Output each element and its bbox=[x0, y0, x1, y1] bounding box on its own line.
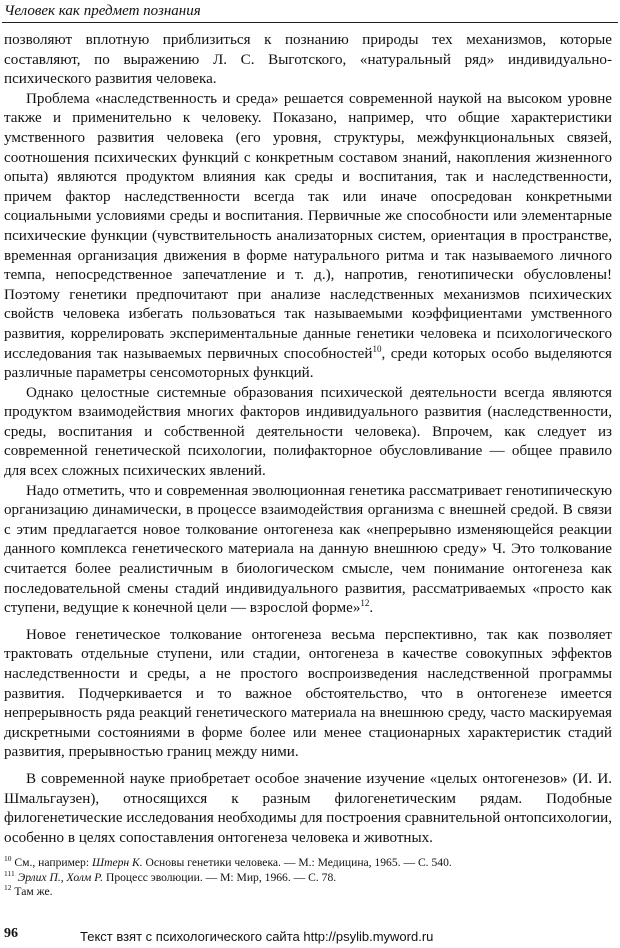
footnote-mark: 10 bbox=[4, 854, 12, 864]
paragraph bbox=[4, 90, 612, 384]
footnote-text: Процесс эволюции. — М: Мир, 1966. — С. 78. bbox=[103, 870, 337, 884]
footnote-mark: 12 bbox=[4, 883, 12, 893]
body-text bbox=[4, 31, 612, 848]
running-head: Человек как предмет познания bbox=[4, 3, 201, 19]
page-number: 96 bbox=[4, 926, 18, 941]
header-rule bbox=[2, 22, 618, 23]
paragraph-text: Новое генетическое толкование онтогенеза весьма перспективно, так как позволяет трактовать отдельные ступени, или стадии, онтогенеза в качестве совокупных эффектов наследственности и среды, а не простого воспроизведения наследственной программы развития. Подчеркивается и то важное обстоятельство, что в онтогенезе имеется непрерывность ряда реакций генетического материала на внешнюю среду, часто маскируемая дискретными состояниями в форме более или менее стационарных характеристик стадий развития, прерывностью границ между ними. bbox=[4, 626, 612, 761]
footnote bbox=[4, 856, 604, 871]
paragraph-text: Надо отметить, что и современная эволюционная генетика рассматривает генотипическую организацию динамически, в процессе взаимодействия организма с внешней средой. В связи с этим предлагается новое толкование онтогенеза как «непрерывно изменяющейся реакции данного комплекса генетического материала на данную внешнюю среду» Ч. Это толкование считается более реалистичным в биологическом смысле, чем понимание онтогенеза как последовательной смены стадий индивидуального развития, рассматриваемых «просто как ступени, ведущие к конечной цели — взрослой форме» bbox=[4, 482, 612, 617]
paragraph bbox=[4, 384, 612, 482]
paragraph-text: позволяют вплотную приблизиться к познанию природы тех механизмов, которые составляют, по выражению Л. С. Выготского, «натуральный ряд» индивидуально-психического развития человека. bbox=[4, 32, 612, 88]
footnote-author: Эрлих П., Холм Р. bbox=[17, 870, 104, 884]
source-line: Текст взят с психологического сайта http://psylib.myword.ru bbox=[80, 929, 434, 944]
paragraph bbox=[4, 626, 612, 763]
paragraph-text: Однако целостные системные образования психической деятельности всегда являются продуктом взаимодействия многих факторов индивидуального развития (наследственности, среды, воспитания и собственной деятельности человека). Впрочем, как следует из современной генетической психологии, полифакторное обусловливание — общее правило для всех сложных психических явлений. bbox=[4, 384, 612, 480]
footnote-text: См., например: bbox=[14, 856, 92, 869]
paragraph bbox=[4, 31, 612, 90]
footnote-mark: 111 bbox=[4, 868, 15, 878]
paragraph-text: В современной науке приобретает особое значение изучение «целых онтогенезов» (И. И. Шмальгаузен), относящихся к разным филогенетическим рядам. Подобные филогенетические исследования необходимы для построения сравнительной онтопсихологии, особенно в целях сопоставления онтогенеза человека и животных. bbox=[4, 770, 612, 846]
footnote-ref: 10 bbox=[372, 343, 382, 354]
footnote-text: Там же. bbox=[14, 885, 53, 898]
paragraph-text: . bbox=[369, 600, 374, 617]
footnote-ref: 12 bbox=[360, 598, 370, 609]
paragraph bbox=[4, 482, 612, 619]
footnote bbox=[4, 885, 604, 900]
footnote-author: Штерн К. bbox=[91, 856, 143, 869]
paragraph-text: Проблема «наследственность и среда» решается современной наукой на высоком уровне также и применительно к человеку. Показано, например, что общие характеристики умственного развития человека (его уровня, структуры, межфункциональных связей, соотношения психических функций с конкретным составом знаний, накопления жизненного опыта) являются продуктом влияния как среды и воспитания, так и наследственности, причем фактор наследственности всегда так или иначе опосредован конкретными социальными условиями среды и воспитания. Первичные же способности или элементарные психические функции (чувствительность анализаторных систем, ориентация в пространстве, временная организация движения в форме натурального ритма и так называемого личного темпа, непосредственное запечатление и т. д.), напротив, генотипически обусловлены! Поэтому генетики предпочитают при анализе наследственных механизмов психических свойств человека избегать пользоваться так называемыми коэффициентами умственного развития, коррелировать экспериментальные данные генетики человека и психологического исследования так называемых первичных способностей bbox=[4, 90, 612, 362]
footnote-text: Основы генетики человека. — М.: Медицина, 1965. — С. 540. bbox=[142, 856, 452, 869]
footnotes bbox=[4, 856, 604, 900]
paragraph bbox=[4, 770, 612, 848]
paragraph-text: , среди которых особо выделяются различные параметры сенсомоторных функций. bbox=[4, 345, 612, 382]
footnote bbox=[4, 868, 604, 886]
